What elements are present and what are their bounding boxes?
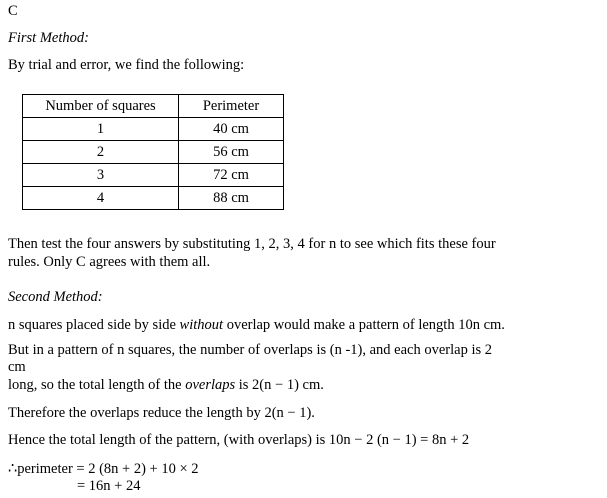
second-method-line-4 [8,376,324,394]
table-cell: 2 [23,141,179,164]
table-cell: 4 [23,187,179,210]
table-cell: 88 cm [179,187,284,210]
perimeter-equation: ∴perimeter = 2 (8n + 2) + 10 × 2 [8,461,199,477]
second-method-heading: Second Method: [8,289,103,305]
second-method-line-3: cm [8,359,26,375]
table-cell: 3 [23,164,179,187]
table-cell: 56 cm [179,141,284,164]
text-segment: long, so the total length of the [8,377,186,393]
table-row [23,141,284,164]
second-method-line-2: But in a pattern of n squares, the number of overlaps is (n -1), and each overlap is 2 [8,342,492,358]
trial-table [22,94,284,210]
table-header: Number of squares [23,95,179,118]
text-segment: overlap would make a pattern of length 10n cm. [223,317,505,333]
first-method-conclusion-1: Then test the four answers by substituting 1, 2, 3, 4 for n to see which fits these four [8,236,496,252]
table-row [23,164,284,187]
table-cell: 40 cm [179,118,284,141]
first-method-intro: By trial and error, we find the following: [8,57,245,73]
emphasis-text: without [179,317,224,333]
emphasis-text: overlaps [185,377,236,393]
table-row [23,118,284,141]
text-segment: n squares placed side by side [8,317,180,333]
text-segment: is 2(n − 1) cm. [235,377,324,393]
perimeter-result: = 16n + 24 [77,478,141,494]
first-method-conclusion-2: rules. Only C agrees with them all. [8,254,211,270]
second-method-line-5: Therefore the overlaps reduce the length by 2(n − 1). [8,405,315,421]
table-header-row [23,95,284,118]
answer-letter: C [8,3,18,19]
second-method-line-6: Hence the total length of the pattern, (with overlaps) is 10n − 2 (n − 1) = 8n + 2 [8,432,470,448]
table-cell: 72 cm [179,164,284,187]
table-header: Perimeter [179,95,284,118]
first-method-heading: First Method: [8,30,89,46]
second-method-line-1 [8,316,505,334]
table-row [23,187,284,210]
table-cell: 1 [23,118,179,141]
